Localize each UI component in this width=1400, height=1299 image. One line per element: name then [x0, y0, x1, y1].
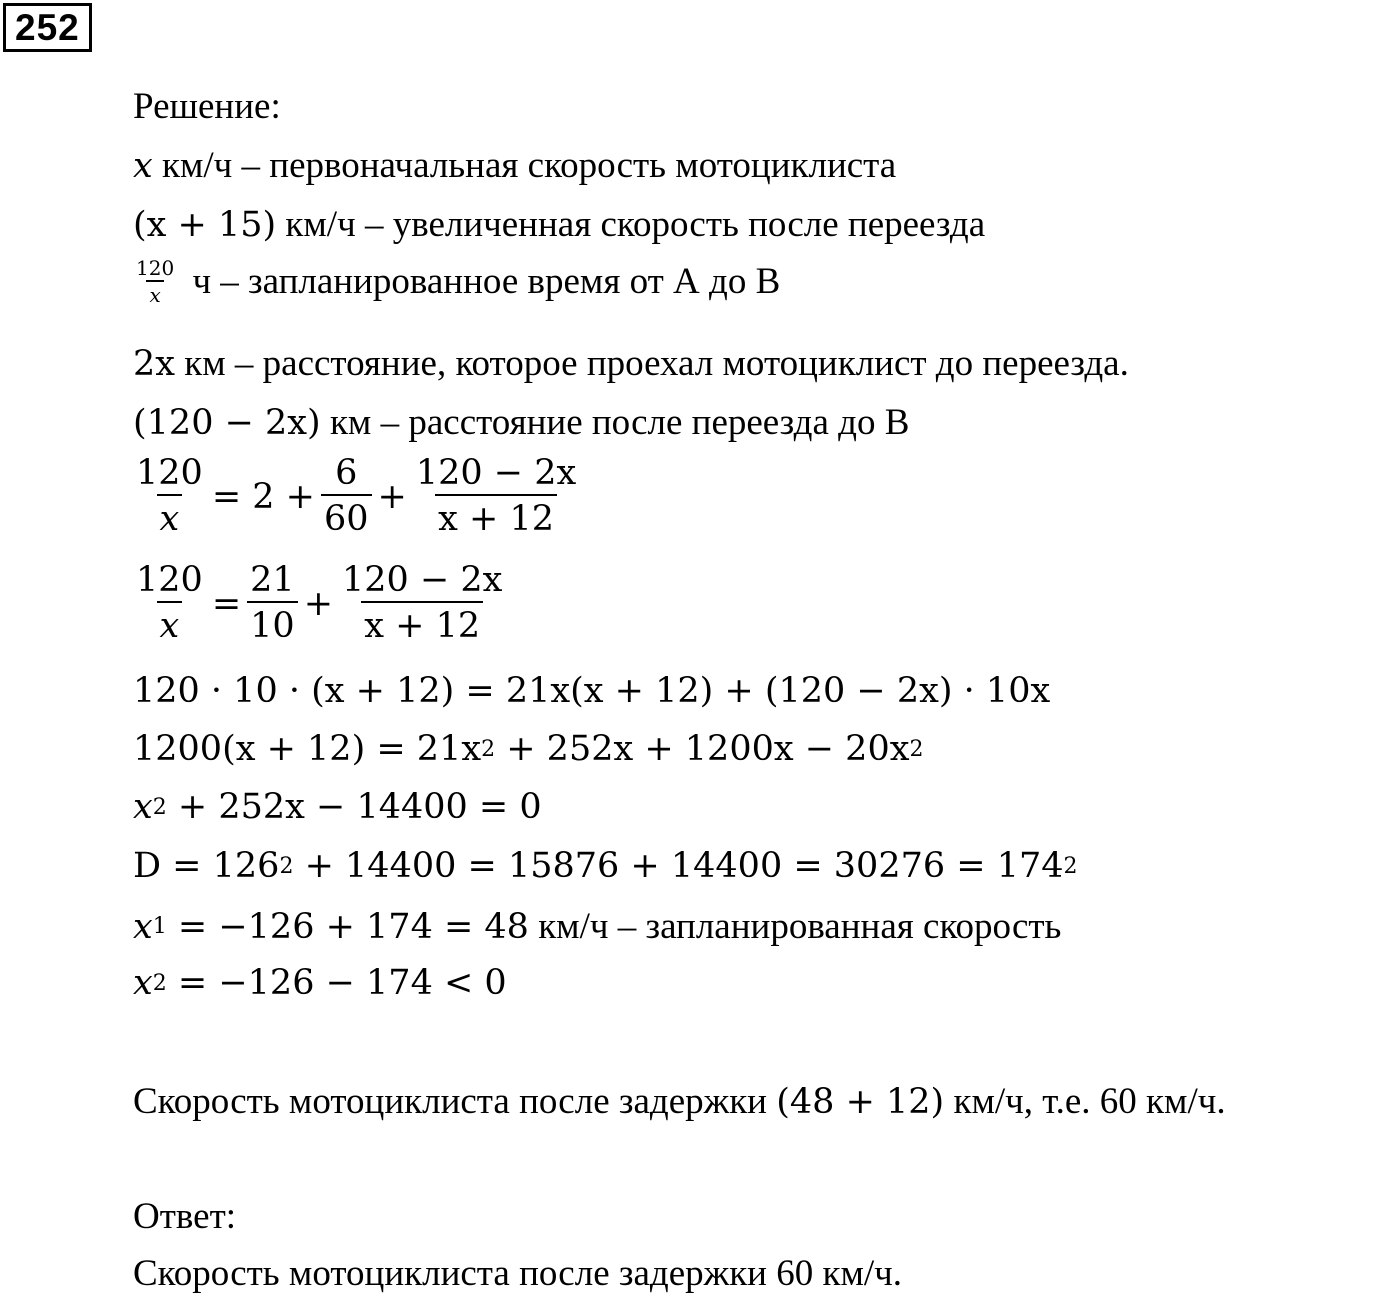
- conclusion-line: [133, 1080, 1226, 1123]
- eq2-fraction-2: [247, 560, 298, 646]
- equation-7: [133, 905, 1061, 948]
- conclusion-math: (48 + 12): [776, 1081, 945, 1122]
- eq1-plus: +: [377, 476, 407, 517]
- equation-5: [133, 787, 542, 827]
- eq4-sup-a: 2: [481, 736, 496, 762]
- eq1-f3-denominator: x + 12: [435, 494, 557, 537]
- eq8-sub: 2: [152, 970, 167, 996]
- answer-heading-row: [133, 1195, 236, 1238]
- conclusion-before: Скорость мотоциклиста после задержки: [133, 1081, 777, 1122]
- eq8-var: x: [133, 963, 153, 1003]
- eq1-middle: = 2 +: [211, 476, 315, 517]
- eq1-lhs-denominator: x: [157, 494, 183, 537]
- definition-4-math: 2x: [133, 343, 176, 384]
- eq1-f2-numerator: 6: [335, 453, 358, 493]
- eq2-fraction-lhs: [133, 560, 206, 646]
- eq2-f2-numerator: 21: [250, 560, 295, 600]
- conclusion-after: км/ч, т.е. 60 км/ч.: [944, 1081, 1226, 1122]
- solution-heading: Решение:: [133, 86, 281, 127]
- time-fraction-numerator: 120: [136, 256, 175, 280]
- eq2-f2-denominator: 10: [247, 601, 298, 644]
- definition-line-2: [133, 203, 985, 246]
- answer-text-row: [133, 1252, 902, 1295]
- definition-line-3: [133, 258, 780, 305]
- eq1-f3-numerator: 120 − 2x: [415, 453, 577, 493]
- equation-6: [133, 846, 1078, 886]
- eq4-sup-b: 2: [909, 736, 924, 762]
- eq3-text: 120 · 10 · (x + 12) = 21x(x + 12) + (120 − 2x) · 10x: [133, 671, 1051, 711]
- eq2-fraction-3: [339, 560, 505, 646]
- eq2-f3-denominator: x + 12: [361, 601, 483, 644]
- time-fraction-denominator: x: [146, 280, 163, 305]
- eq8-math: = −126 − 174 < 0: [166, 963, 507, 1003]
- equation-8: [133, 963, 507, 1003]
- eq2-plus: +: [303, 583, 334, 624]
- eq7-text: км/ч – запланированная скорость: [528, 906, 1062, 947]
- eq4-part-a: 1200(x + 12) = 21x: [133, 729, 482, 769]
- equation-1: [133, 453, 585, 539]
- equation-4: [133, 729, 923, 769]
- eq7-var: x: [133, 906, 153, 947]
- definition-5-math: (120 − 2x): [133, 402, 321, 443]
- definition-2-text: км/ч – увеличенная скорость после переезда: [276, 204, 986, 245]
- eq1-f2-denominator: 60: [321, 494, 372, 537]
- eq5-var: x: [133, 787, 153, 827]
- problem-number-box: 252: [3, 3, 92, 52]
- definition-line-1: [133, 144, 896, 187]
- definition-5-text: км – расстояние после переезда до В: [320, 402, 910, 443]
- eq6-sup-a: 2: [279, 853, 294, 879]
- eq7-sub: 1: [152, 914, 167, 939]
- definition-4-text: км – расстояние, которое проехал мотоциклист до переезда.: [175, 343, 1129, 384]
- definition-1-math: x: [133, 145, 153, 186]
- eq1-fraction-3: [413, 453, 579, 539]
- definition-1-text: км/ч – первоначальная скорость мотоциклиста: [152, 145, 897, 186]
- answer-text: Скорость мотоциклиста после задержки 60 км/ч.: [133, 1253, 903, 1294]
- eq5-rest: + 252x − 14400 = 0: [166, 787, 542, 827]
- time-fraction: [133, 258, 177, 305]
- definition-2-math: (x + 15): [133, 204, 277, 245]
- eq2-lhs-numerator: 120: [136, 560, 203, 600]
- eq4-part-b: + 252x + 1200x − 20x: [495, 729, 910, 769]
- definition-line-5: [133, 401, 909, 444]
- eq5-sup: 2: [152, 794, 167, 820]
- equation-3: [133, 671, 1050, 711]
- eq2-lhs-denominator: x: [157, 601, 183, 644]
- definition-3-text: ч – запланированное время от А до В: [183, 261, 781, 302]
- eq2-f3-numerator: 120 − 2x: [342, 560, 503, 600]
- eq7-math: = −126 + 174 = 48: [166, 906, 529, 947]
- equation-2: [133, 560, 511, 646]
- eq1-fraction-lhs: [133, 453, 206, 539]
- eq6-part-a: D = 126: [133, 846, 280, 886]
- definition-line-4: [133, 342, 1129, 385]
- eq2-equals: =: [211, 583, 242, 624]
- eq6-sup-b: 2: [1063, 853, 1078, 879]
- eq1-lhs-numerator: 120: [136, 453, 203, 493]
- answer-heading: Ответ:: [133, 1196, 237, 1237]
- solution-heading-row: [133, 85, 281, 128]
- eq6-part-b: + 14400 = 15876 + 14400 = 30276 = 174: [293, 846, 1064, 886]
- eq1-fraction-2: [321, 453, 372, 539]
